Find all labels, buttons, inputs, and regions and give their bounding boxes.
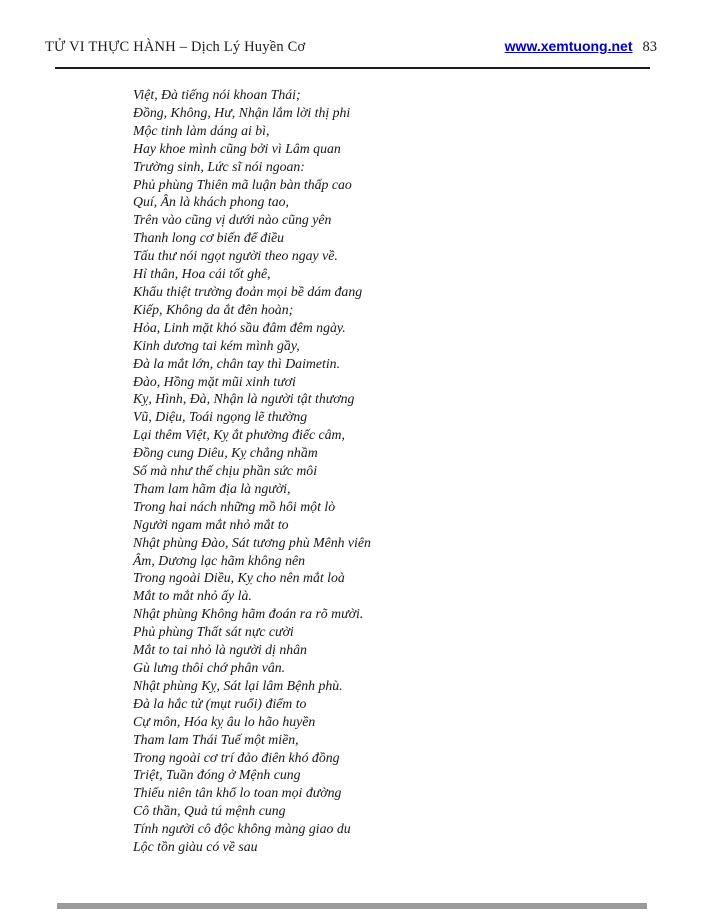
poem-line: Trong ngoài Diều, Kỵ cho nên mắt loà [133,570,345,586]
poem-line: Phủ phùng Thất sát nực cười [133,624,294,640]
poem-line: Lại thêm Việt, Kỵ ắt phường điếc câm, [133,427,345,443]
poem-line: Đồng, Không, Hư, Nhận lắm lời thị phi [133,104,351,120]
poem-line: Hỉ thân, Hoa cái tốt ghê, [133,266,271,282]
poem-line: Mộc tinh làm dáng ai bì, [133,122,270,138]
header-divider [55,67,650,69]
poem-line: Kiếp, Không da ắt đên hoàn; [133,301,294,317]
poem-line: Nhật phùng Đào, Sát tương phù Mênh viên [133,534,371,550]
poem-line: Người ngam mắt nhỏ mắt to [133,516,289,532]
poem-line: Trong ngoài cơ trí đảo điên khó đồng [133,749,340,765]
poem-line: Cự môn, Hóa kỵ âu lo hão huyền [133,713,316,729]
poem-line: Triệt, Tuần đóng ở Mệnh cung [133,767,301,783]
poem-line: Việt, Đà tiếng nói khoan Thái; [133,87,301,102]
poem-line: Tính người cô độc không màng giao du [133,821,351,837]
page-header [45,38,657,56]
poem-line: Âm, Dương lạc hãm không nên [133,552,305,568]
poem-line: Lộc tồn giàu có về sau [133,839,258,855]
poem-line: Hỏa, Linh mặt khó sầu đâm đêm ngày. [133,319,346,335]
poem-line: Kinh dương tai kém mình gầy, [133,337,300,353]
footer-bar [57,903,647,909]
poem-line: Cô thần, Quả tú mệnh cung [133,803,286,819]
poem-line: Tham lam hãm địa là người, [133,480,291,496]
poem-line: Số mà như thế chịu phần sức môi [133,463,318,479]
poem-line: Thanh long cơ biến để điều [133,230,285,246]
poem-line: Đà la mắt lớn, chân tay thì Daimetin. [133,355,341,371]
poem-line: Tham lam Thái Tuế một miền, [133,731,299,747]
poem-line: Nhật phùng Kỵ, Sát lại lâm Bệnh phù. [133,677,343,693]
poem-line: Hay khoe mình cũng bởi vì Lâm quan [133,140,341,156]
poem-line: Mắt to tai nhỏ là người dị nhân [133,642,307,658]
poem-line: Đào, Hồng mặt mũi xinh tươi [133,373,296,389]
poem-line: Trường sinh, Lức sĩ nói ngoan: [133,158,305,174]
poem-lines [133,86,593,856]
poem-line: Trên vào cũng vị dưới nào cũng yên [133,212,332,228]
poem-line: Khẩu thiệt trường đoản mọi bề dám đang [133,283,363,299]
poem-line: Trong hai nách những mồ hôi một lò [133,498,336,514]
poem-line: Đồng cung Diêu, Kỵ chẳng nhầm [133,445,318,461]
page-number: 83 [642,39,657,55]
poem-line: Tấu thư nói ngọt người theo ngay về. [133,248,338,264]
website-link[interactable]: www.xemtuong.net [504,38,633,54]
poem-line: Thiếu niên tân khổ lo toan mọi đường [133,785,342,801]
poem-line: Gù lưng thôi chớ phân vân. [133,660,286,675]
header-right [505,38,657,56]
poem-line: Vũ, Diệu, Toái ngọng lẽ thường [133,409,308,425]
poem-line: Mắt to mắt nhỏ ấy là. [133,588,252,604]
poem-line: Đà la hắc tử (mụt ruổi) điểm to [133,695,307,711]
book-title: TỬ VI THỰC HÀNH – Dịch Lý Huyền Cơ [45,39,306,55]
poem-line: Kỵ, Hình, Đà, Nhận là người tật thương [133,391,355,407]
poem-line: Nhật phùng Không hãm đoán ra rõ mười. [133,606,364,622]
poem-line: Quí, Ân là khách phong tao, [133,194,289,210]
poem-line: Phủ phùng Thiên mã luận bàn thấp cao [133,176,352,192]
